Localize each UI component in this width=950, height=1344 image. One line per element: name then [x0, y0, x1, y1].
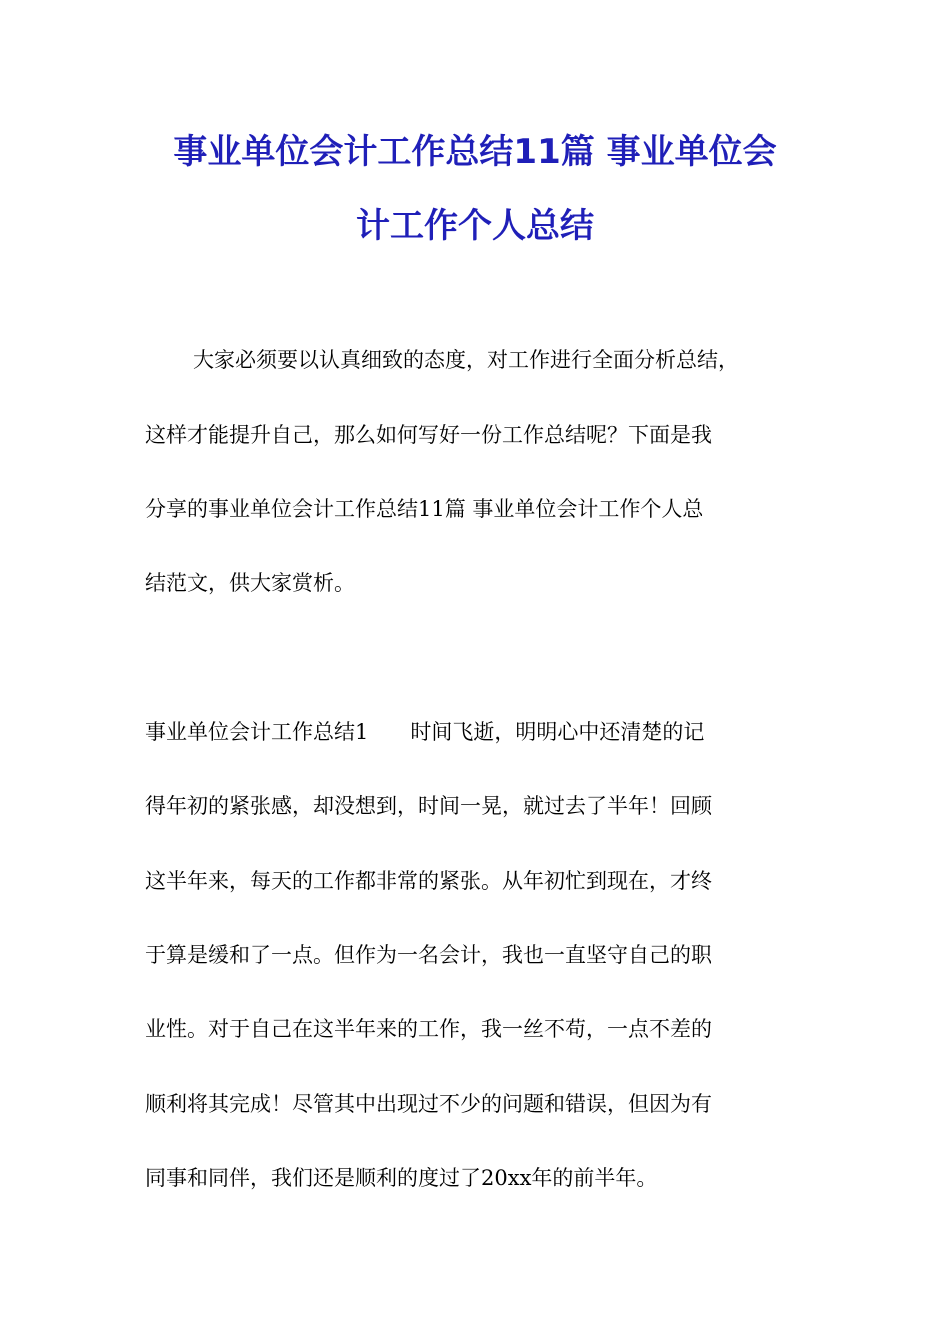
intro-paragraph-line: 分享的事业单位会计工作总结11篇 事业单位会计工作个人总 — [145, 497, 704, 521]
intro-paragraph-line: 这样才能提升自己，那么如何写好一份工作总结呢？下面是我 — [145, 423, 712, 447]
section-paragraph-line: 得年初的紧张感，却没想到，时间一晃，就过去了半年！回顾 — [145, 794, 712, 818]
section-paragraph-line: 这半年来，每天的工作都非常的紧张。从年初忙到现在，才终 — [145, 869, 712, 893]
section-paragraph-line: 事业单位会计工作总结1 时间飞逝，明明心中还清楚的记 — [145, 720, 705, 744]
section-paragraph-line: 同事和同伴，我们还是顺利的度过了20xx年的前半年。 — [145, 1166, 658, 1190]
document-title-line-2: 计工作个人总结 — [356, 206, 594, 246]
section-paragraph-line: 顺利将其完成！尽管其中出现过不少的问题和错误，但因为有 — [145, 1092, 712, 1116]
section-paragraph-line: 业性。对于自己在这半年来的工作，我一丝不苟，一点不差的 — [145, 1017, 712, 1041]
intro-paragraph-line: 结范文，供大家赏析。 — [145, 571, 355, 595]
section-paragraph-line: 于算是缓和了一点。但作为一名会计，我也一直坚守自己的职 — [145, 943, 712, 967]
document-title-line-1: 事业单位会计工作总结11篇 事业单位会 — [173, 132, 777, 172]
intro-paragraph-line: 大家必须要以认真细致的态度，对工作进行全面分析总结， — [193, 348, 739, 372]
